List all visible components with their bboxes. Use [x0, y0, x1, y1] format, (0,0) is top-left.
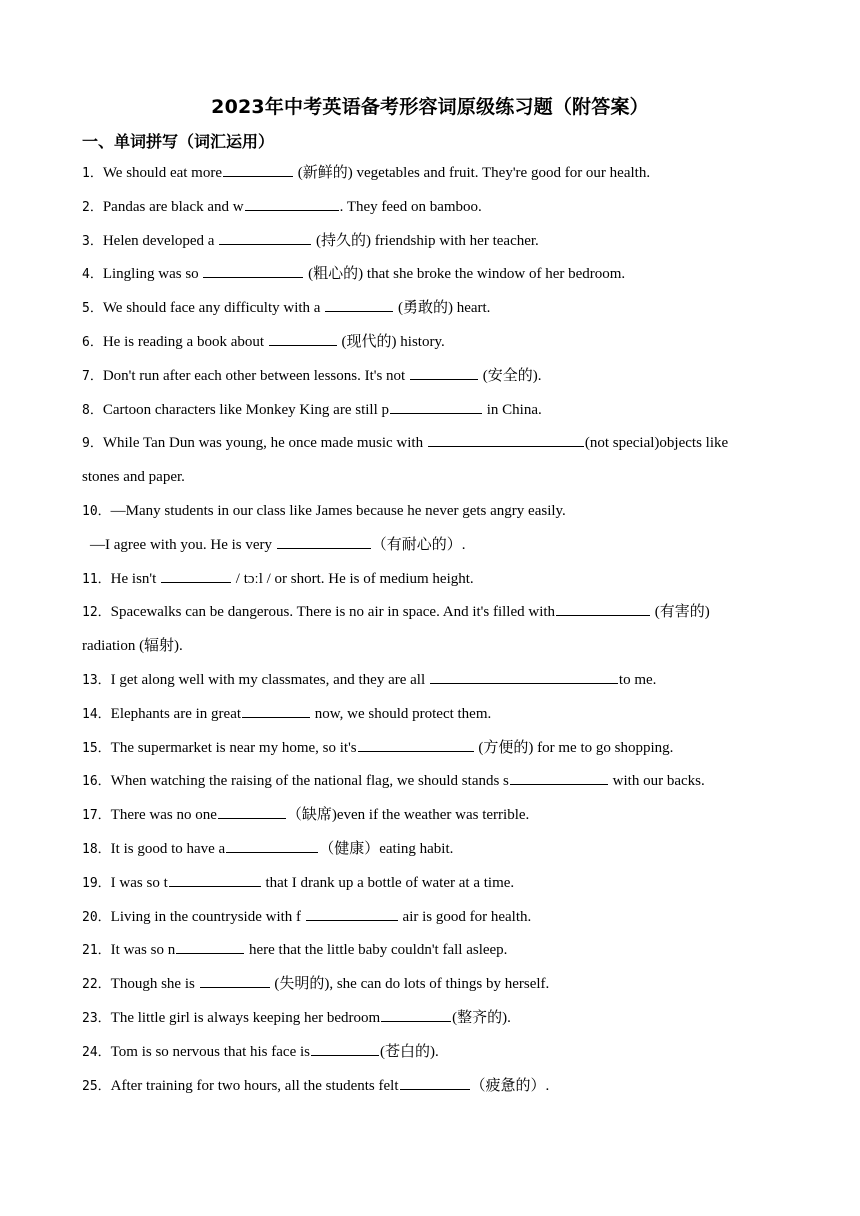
question-text: now, we should protect them. — [311, 705, 492, 722]
question-number: 1． — [82, 166, 103, 181]
question-text: The supermarket is near my home, so it's — [110, 739, 357, 756]
question-number: 25． — [82, 1078, 111, 1094]
question-number: 17． — [82, 808, 111, 824]
question-text: Living in the countryside with f — [110, 908, 305, 925]
question-text: (失明的), she can do lots of things by herself. — [270, 976, 550, 993]
question-item — [82, 833, 772, 867]
answer-blank[interactable] — [226, 837, 318, 853]
question-text: (方便的) for me to go shopping. — [474, 739, 674, 756]
answer-blank[interactable] — [169, 871, 261, 887]
question-number: 6． — [82, 334, 103, 350]
question-text: The little girl is always keeping her bedroom — [110, 1009, 381, 1026]
question-item — [82, 765, 772, 799]
question-item — [82, 1070, 772, 1104]
question-number: 15． — [82, 740, 111, 756]
answer-blank[interactable] — [161, 567, 231, 583]
question-continuation: radiation (辐射). — [82, 638, 183, 655]
question-item — [82, 968, 772, 1002]
question-number: 9． — [82, 436, 103, 452]
answer-blank[interactable] — [400, 1074, 470, 1090]
question-item — [82, 326, 772, 360]
answer-blank[interactable] — [390, 398, 482, 414]
question-text: —Many students in our class like James because he never gets angry easily. — [110, 502, 566, 519]
question-number: 14． — [82, 706, 111, 722]
question-number: 16． — [82, 774, 111, 790]
answer-blank[interactable] — [381, 1006, 451, 1022]
question-text: air is good for health. — [398, 908, 532, 925]
question-number: 22． — [82, 977, 111, 993]
answer-blank[interactable] — [430, 668, 618, 684]
question-text: （有耐心的）. — [371, 536, 466, 553]
answer-blank[interactable] — [245, 195, 339, 211]
answer-blank[interactable] — [223, 161, 293, 177]
question-number: 12． — [82, 605, 111, 621]
question-text: After training for two hours, all the students felt — [110, 1077, 399, 1094]
question-text: Pandas are black and w — [102, 198, 244, 215]
question-number: 3． — [82, 233, 103, 249]
question-text: Elephants are in great — [110, 705, 242, 722]
question-text: （疲惫的）. — [470, 1077, 550, 1094]
answer-blank[interactable] — [176, 938, 244, 954]
question-text: with our backs. — [608, 773, 705, 790]
question-number: 10． — [82, 503, 111, 519]
question-text: . They feed on bamboo. — [339, 198, 482, 215]
question-item — [82, 157, 772, 191]
question-number: 7． — [82, 368, 103, 384]
question-number: 18． — [82, 841, 111, 857]
question-text: (持久的) friendship with her teacher. — [312, 232, 539, 249]
question-text: There was no one — [110, 807, 217, 824]
question-text: It was so n — [110, 942, 176, 959]
question-number: 24． — [82, 1044, 111, 1060]
question-text: (勇敢的) heart. — [394, 300, 491, 317]
question-text: —I agree with you. He is very — [90, 536, 276, 553]
question-text: Cartoon characters like Monkey King are still p — [102, 401, 389, 418]
section-heading: 一、单词拼写（词汇运用） — [82, 132, 275, 151]
question-text: Lingling was so — [102, 266, 203, 283]
question-text: It is good to have a — [110, 840, 226, 857]
question-continuation — [82, 529, 772, 563]
question-text: (新鲜的) vegetables and fruit. They're good for our health. — [294, 165, 651, 181]
question-text: in China. — [483, 401, 542, 418]
question-text: to me. — [618, 671, 657, 688]
question-text: （缺席)even if the weather was terrible. — [286, 807, 530, 824]
question-text: He isn't — [110, 570, 161, 587]
question-text: We should eat more — [102, 165, 223, 181]
question-text: (not special)objects like — [584, 435, 729, 452]
question-text: here that the little baby couldn't fall asleep. — [245, 942, 508, 959]
answer-blank[interactable] — [410, 364, 478, 380]
question-text: He is reading a book about — [102, 333, 268, 350]
question-text: Tom is so nervous that his face is — [110, 1043, 310, 1060]
question-number: 2． — [82, 199, 103, 215]
answer-blank[interactable] — [203, 262, 303, 278]
answer-blank[interactable] — [269, 330, 337, 346]
document-title: 2023年中考英语备考形容词原级练习题（附答案） — [211, 96, 649, 118]
question-item — [82, 934, 772, 968]
question-list — [82, 157, 772, 1103]
question-item — [82, 867, 772, 901]
question-item — [82, 495, 772, 529]
question-text: When watching the raising of the national flag, we should stands s — [110, 773, 509, 790]
question-continuation: stones and paper. — [82, 469, 185, 486]
question-text: I get along well with my classmates, and they are all — [110, 671, 429, 688]
answer-blank[interactable] — [556, 600, 650, 616]
answer-blank[interactable] — [306, 905, 398, 921]
question-item — [82, 191, 772, 225]
answer-blank[interactable] — [428, 431, 584, 447]
question-item — [82, 901, 772, 935]
question-text: （健康）eating habit. — [319, 840, 454, 857]
answer-blank[interactable] — [200, 972, 270, 988]
question-item — [82, 799, 772, 833]
question-number: 21． — [82, 943, 111, 959]
question-item — [82, 360, 772, 394]
question-text: (有害的) — [651, 604, 710, 621]
answer-blank[interactable] — [325, 296, 393, 312]
question-number: 8． — [82, 402, 103, 418]
question-text: While Tan Dun was young, he once made music with — [102, 435, 427, 452]
question-item — [82, 664, 772, 698]
question-item — [82, 732, 772, 766]
question-item — [82, 394, 772, 428]
question-number: 20． — [82, 909, 111, 925]
question-item — [82, 225, 772, 259]
question-number: 19． — [82, 875, 111, 891]
question-item — [82, 1036, 772, 1070]
question-item — [82, 563, 772, 597]
question-text: (整齐的). — [452, 1009, 511, 1026]
question-text: (粗心的) that she broke the window of her bedroom. — [304, 266, 626, 283]
question-text: Don't run after each other between lessons. It's not — [102, 367, 409, 384]
question-text: Helen developed a — [102, 232, 219, 249]
question-text: (安全的). — [478, 367, 542, 384]
question-text: (现代的) history. — [337, 333, 445, 350]
question-text: Spacewalks can be dangerous. There is no air in space. And it's filled with — [110, 604, 556, 621]
answer-blank[interactable] — [277, 533, 371, 549]
question-item — [82, 698, 772, 732]
question-text: that I drank up a bottle of water at a time. — [261, 874, 515, 891]
answer-blank[interactable] — [311, 1040, 379, 1056]
answer-blank[interactable] — [242, 702, 310, 718]
question-text: We should face any difficulty with a — [102, 300, 325, 317]
question-number: 5． — [82, 301, 103, 317]
answer-blank[interactable] — [218, 803, 286, 819]
answer-blank[interactable] — [219, 229, 311, 245]
question-text: (苍白的). — [380, 1043, 439, 1060]
question-text: / tɔːl / or short. He is of medium height. — [232, 570, 474, 587]
question-item — [82, 258, 772, 292]
question-number: 13． — [82, 672, 111, 688]
question-number: 23． — [82, 1010, 111, 1026]
question-item — [82, 596, 772, 630]
answer-blank[interactable] — [358, 736, 474, 752]
question-number: 11． — [82, 571, 111, 587]
question-item — [82, 1002, 772, 1036]
question-text: I was so t — [110, 874, 168, 891]
question-number: 4． — [82, 267, 103, 283]
answer-blank[interactable] — [510, 769, 608, 785]
question-item — [82, 292, 772, 326]
question-text: Though she is — [110, 976, 199, 993]
question-item — [82, 427, 772, 461]
